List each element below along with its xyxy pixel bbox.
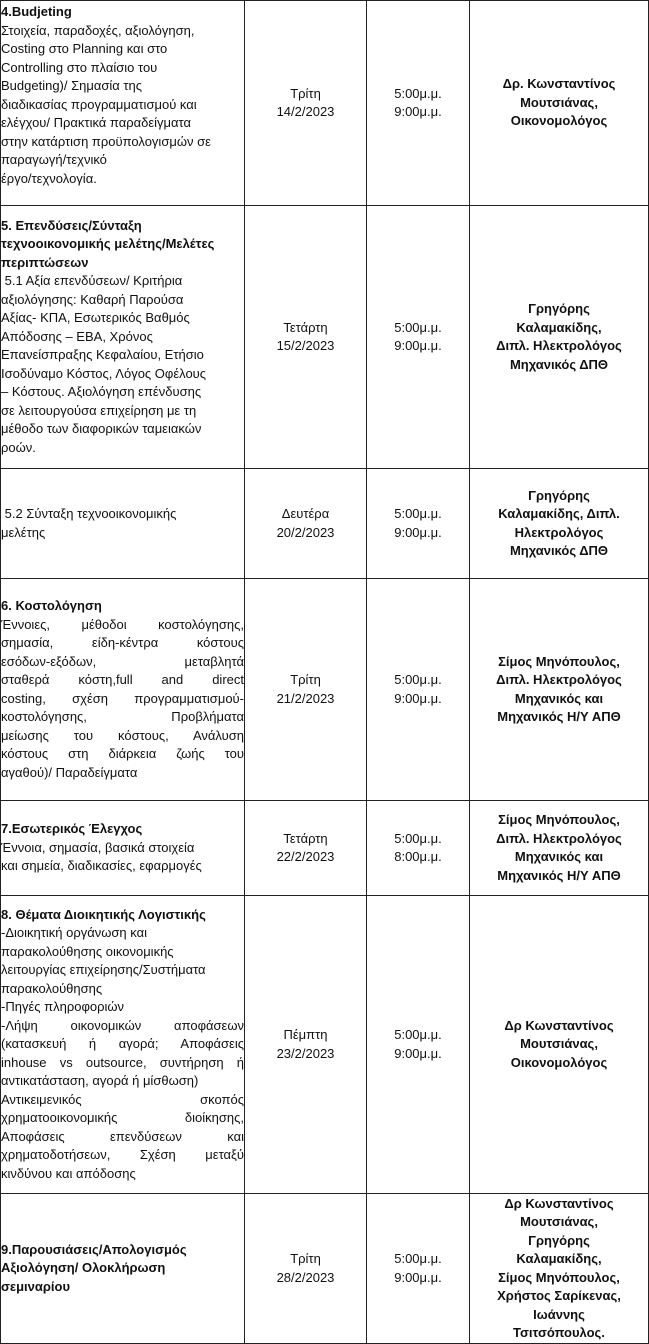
table-row xyxy=(1,469,649,579)
topic-cell xyxy=(1,1,245,206)
date-cell xyxy=(245,1,367,206)
topic-line: κινδύνου και απόδοσης xyxy=(1,1165,136,1181)
topic-line: ροών. xyxy=(1,439,36,455)
topic-title: περιπτώσεων xyxy=(1,254,89,270)
topic-line: αγαθού)/ Παραδείγματα xyxy=(1,764,138,780)
topic-line: διαδικασίας προγραμματισμού και xyxy=(1,96,197,112)
lecturer-line: Σίμος Μηνόπουλος, xyxy=(498,1269,620,1285)
date-cell xyxy=(245,579,367,801)
table-row xyxy=(1,206,649,469)
topic-line: χρηματοδοτήσεων, Σχέση μεταξύ xyxy=(1,1147,244,1163)
lecturer-cell xyxy=(470,896,649,1194)
weekday: Τρίτη xyxy=(290,85,321,101)
date-cell xyxy=(245,206,367,469)
topic-title: Αξιολόγηση/ Ολοκλήρωση xyxy=(1,1260,166,1276)
topic-line: Αξίας- ΚΠΑ, Εσωτερικός Βαθμός xyxy=(1,310,190,326)
time-cell xyxy=(367,896,470,1194)
weekday: Πέμπτη xyxy=(283,1027,328,1042)
topic-line: έργο/τεχνολογία. xyxy=(1,170,97,186)
start-time: 5:00μ.μ. xyxy=(394,506,442,521)
topic-line: σταθερά κόστη,full and direct xyxy=(1,672,244,687)
topic-line: Ισοδύναμο Κόστος, Λόγος Οφέλους xyxy=(1,365,207,381)
lecturer-cell xyxy=(470,206,649,469)
lecturer-line: Γρηγόρης xyxy=(528,301,590,316)
lecturer-line: Μηχανικός και xyxy=(514,849,604,864)
lecturer-line: Δρ. Κωνσταντίνος xyxy=(502,76,616,92)
lecturer-line: Γρηγόρης xyxy=(528,487,590,503)
topic-line: Αντικειμενικός σκοπός xyxy=(1,1091,244,1107)
topic-line: κόστους στη διάρκεια ζωής του xyxy=(1,746,244,761)
topic-title: 6. Κοστολόγηση xyxy=(1,598,102,613)
topic-line: στην κατάρτιση προϋπολογισμών σε xyxy=(1,133,211,149)
time-cell xyxy=(367,801,470,896)
start-time: 5:00μ.μ. xyxy=(394,672,442,687)
topic-line: παρακολούθησης xyxy=(1,980,103,996)
lecturer-cell xyxy=(470,1194,649,1344)
topic-title: τεχνοοικονομικής μελέτης/Μελέτες xyxy=(1,236,215,252)
topic-line: 5.2 Σύνταξη τεχνοοικονομικής xyxy=(1,506,177,521)
date-cell xyxy=(245,1194,367,1344)
weekday: Τετάρτη xyxy=(283,830,328,846)
topic-line: Αποφάσεις επενδύσεων και xyxy=(1,1128,244,1144)
topic-title: 5. Επενδύσεις/Σύνταξη xyxy=(1,217,142,233)
lecturer-line: Σίμος Μηνόπουλος, xyxy=(498,812,620,827)
topic-line: αντικατάσταση, αγορά ή μίσθωση) xyxy=(1,1073,199,1089)
lecturer-line: Δρ Κωνσταντίνος xyxy=(504,1195,614,1211)
time-cell xyxy=(367,206,470,469)
topic-line: μείωσης του κόστους, Ανάλυση xyxy=(1,727,244,743)
date: 22/2/2023 xyxy=(276,849,335,864)
lecturer-line: Χρήστος Σαρίκενας, xyxy=(497,1288,621,1303)
date: 14/2/2023 xyxy=(276,104,335,119)
end-time: 9:00μ.μ. xyxy=(394,1045,442,1061)
time-cell xyxy=(367,1194,470,1344)
lecturer-line: Ιωάννης xyxy=(533,1306,585,1322)
lecturer-cell xyxy=(470,469,649,579)
topic-line: Στοιχεία, παραδοχές, αξιολόγηση, xyxy=(1,22,195,38)
topic-line: σε λειτουργούσα επιχείρηση με τη xyxy=(1,402,197,418)
topic-cell xyxy=(1,206,245,469)
date: 20/2/2023 xyxy=(276,524,335,540)
weekday: Τρίτη xyxy=(290,672,321,687)
lecturer-line: Ηλεκτρολόγος xyxy=(514,524,604,540)
topic-line: μελέτης xyxy=(1,524,46,540)
time-cell xyxy=(367,579,470,801)
topic-title: 8. Θέματα Διοικητικής Λογιστικής xyxy=(1,906,206,922)
lecturer-line: Διπλ. Ηλεκτρολόγος xyxy=(496,338,622,353)
topic-title: 7.Εσωτερικός Έλεγχος xyxy=(1,821,143,837)
lecturer-cell xyxy=(470,1,649,206)
topic-cell xyxy=(1,469,245,579)
table-row xyxy=(1,801,649,896)
weekday: Τρίτη xyxy=(290,1251,321,1266)
topic-line: Costing στο Planning και στο xyxy=(1,41,168,56)
topic-line: Απόδοσης – ΕΒΑ, Χρόνος xyxy=(1,328,153,344)
end-time: 9:00μ.μ. xyxy=(394,1269,442,1285)
lecturer-line: Τσιτσόπουλος. xyxy=(513,1325,605,1340)
date: 15/2/2023 xyxy=(276,338,335,353)
topic-line: Έννοια, σημασία, βασικά στοιχεία xyxy=(1,839,195,855)
lecturer-line: Μηχανικός ΔΠΘ xyxy=(509,356,609,372)
lecturer-line: Καλαμακίδης, Διπλ. xyxy=(498,506,620,521)
topic-title: 4.Budjeting xyxy=(1,4,72,19)
topic-cell xyxy=(1,896,245,1194)
topic-line: αξιολόγησης: Καθαρή Παρούσα xyxy=(1,291,184,307)
date-cell xyxy=(245,896,367,1194)
lecturer-line: Διπλ. Ηλεκτρολόγος xyxy=(496,830,622,846)
lecturer-line: Μηχανικός ΔΠΘ xyxy=(509,543,609,558)
topic-line: παρακολούθησης οικονομικής xyxy=(1,943,174,959)
topic-line: Επανείσπραξης Κεφαλαίου, Ετήσιο xyxy=(1,347,204,363)
topic-title: σεμιναρίου xyxy=(1,1278,71,1294)
lecturer-line: Καλαμακίδης, xyxy=(516,1251,602,1266)
lecturer-cell xyxy=(470,801,649,896)
lecturer-line: Μηχανικός Η/Υ ΑΠΘ xyxy=(497,709,621,724)
table-row xyxy=(1,1194,649,1344)
date: 23/2/2023 xyxy=(276,1045,335,1061)
topic-line: -Πηγές πληροφοριών xyxy=(1,999,125,1015)
topic-line: costing, σχέση προγραμματισμού- xyxy=(1,690,244,706)
end-time: 9:00μ.μ. xyxy=(394,338,442,353)
weekday: Τετάρτη xyxy=(283,319,328,335)
lecturer-line: Διπλ. Ηλεκτρολόγος xyxy=(496,672,622,687)
topic-cell xyxy=(1,801,245,896)
start-time: 5:00μ.μ. xyxy=(394,85,442,101)
topic-line: Budgeting)/ Σημασία της xyxy=(1,78,143,93)
end-time: 9:00μ.μ. xyxy=(394,524,442,540)
lecturer-line: Μηχανικός Η/Υ ΑΠΘ xyxy=(497,867,621,883)
lecturer-line: Καλαμακίδης, xyxy=(516,319,602,335)
time-cell xyxy=(367,1,470,206)
topic-line: 5.1 Αξία επενδύσεων/ Κριτήρια xyxy=(1,273,183,289)
topic-line: λειτουργίας επιχείρησης/Συστήματα xyxy=(1,962,206,978)
topic-line: Έννοιες, μέθοδοι κοστολόγησης, xyxy=(1,616,244,632)
lecturer-line: Δρ Κωνσταντίνος xyxy=(504,1017,614,1033)
topic-line: Controlling στο πλαίσιο του xyxy=(1,59,158,75)
date-cell xyxy=(245,801,367,896)
table-row xyxy=(1,1,649,206)
end-time: 9:00μ.μ. xyxy=(394,104,442,119)
topic-line: inhouse vs outsource, συντήρηση ή xyxy=(1,1054,244,1070)
topic-line: χρηματοοικονομικής διοίκησης, xyxy=(1,1110,244,1126)
lecturer-line: Μουτσιάνας, xyxy=(520,1036,598,1052)
lecturer-line: Οικονομολόγος xyxy=(510,1054,608,1070)
date: 28/2/2023 xyxy=(276,1269,335,1285)
topic-line: ελέγχου/ Πρακτικά παραδείγματα xyxy=(1,115,192,130)
lecturer-line: Μουτσιάνας, xyxy=(520,94,598,110)
end-time: 8:00μ.μ. xyxy=(394,849,442,864)
date-cell xyxy=(245,469,367,579)
topic-line: και σημεία, διαδικασίες, εφαρμογές xyxy=(1,858,202,874)
lecturer-line: Γρηγόρης xyxy=(528,1232,590,1248)
lecturer-line: Οικονομολόγος xyxy=(510,113,608,129)
start-time: 5:00μ.μ. xyxy=(394,1027,442,1042)
topic-line: -Λήψη οικονομικών αποφάσεων xyxy=(1,1017,244,1033)
time-cell xyxy=(367,469,470,579)
start-time: 5:00μ.μ. xyxy=(394,1251,442,1266)
topic-cell xyxy=(1,1194,245,1344)
topic-cell xyxy=(1,579,245,801)
topic-line: εσόδων-εξόδων, μεταβλητά xyxy=(1,653,244,669)
topic-line: παραγωγή/τεχνικό xyxy=(1,152,107,167)
topic-title: 9.Παρουσιάσεις/Απολογισμός xyxy=(1,1241,187,1257)
end-time: 9:00μ.μ. xyxy=(394,690,442,706)
weekday: Δευτέρα xyxy=(281,506,330,521)
topic-line: -Διοικητική οργάνωση και xyxy=(1,925,148,941)
date: 21/2/2023 xyxy=(276,690,335,706)
topic-line: μέθοδο των διαφορικών ταμειακών xyxy=(1,421,202,437)
start-time: 5:00μ.μ. xyxy=(394,319,442,335)
lecturer-line: Μουτσιάνας, xyxy=(520,1214,598,1229)
topic-line: (κατασκευή ή αγορά; Αποφάσεις xyxy=(1,1036,244,1052)
start-time: 5:00μ.μ. xyxy=(394,830,442,846)
topic-line: σημασία, είδη-κέντρα κόστους xyxy=(1,635,244,650)
lecturer-line: Μηχανικός και xyxy=(514,690,604,706)
lecturer-cell xyxy=(470,579,649,801)
topic-line: κοστολόγησης, Προβλήματα xyxy=(1,709,244,724)
table-row xyxy=(1,896,649,1194)
topic-line: – Κόστους. Αξιολόγηση επένδυσης xyxy=(1,384,202,400)
lecturer-line: Σίμος Μηνόπουλος, xyxy=(498,653,620,669)
table-row xyxy=(1,579,649,801)
